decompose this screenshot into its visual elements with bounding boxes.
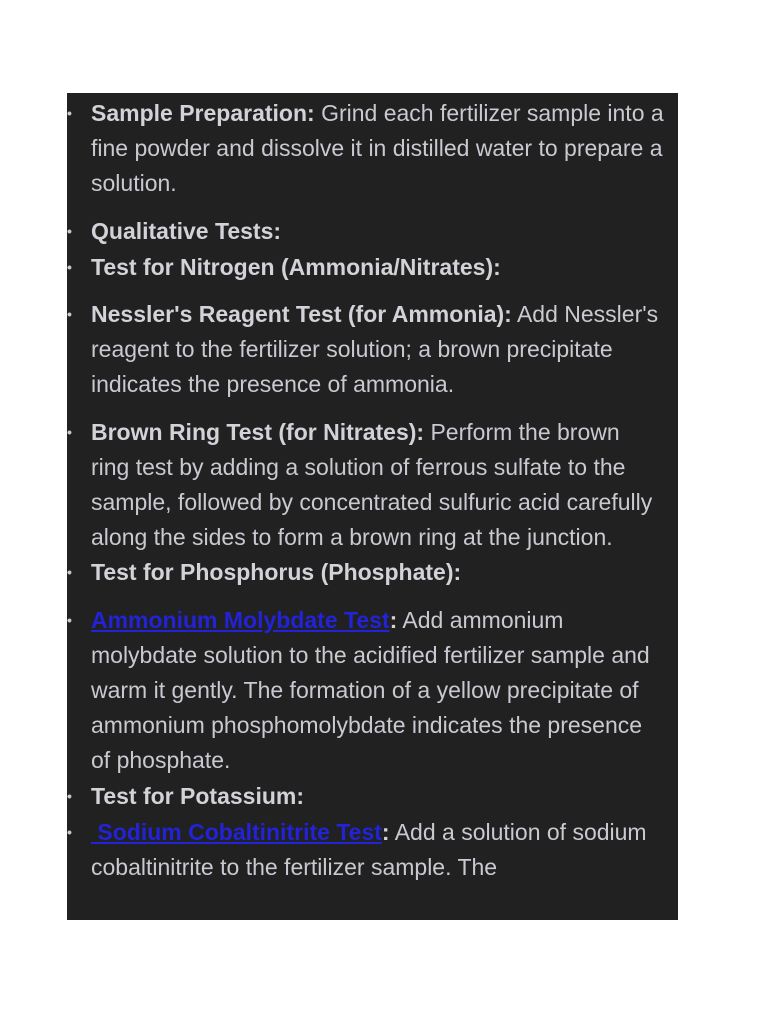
bullet-icon: •	[67, 306, 72, 323]
list-item	[67, 96, 678, 202]
procedure-list	[67, 96, 678, 885]
item-text: Add a solution of sodium cobaltinitrite to the fertilizer sample. The	[91, 818, 647, 881]
list-item	[67, 815, 678, 885]
item-text: Perform the brown ring test by adding a solution of ferrous sulfate to the sample, followed by concentrated sulfuric acid carefully along the sides to form a brown ring at the junction.	[91, 418, 653, 551]
item-heading: Qualitative Tests:	[91, 217, 282, 244]
item-heading: Brown Ring Test (for Nitrates):	[91, 418, 425, 445]
bullet-icon: •	[67, 823, 72, 840]
list-item	[67, 250, 678, 285]
document-panel	[67, 93, 678, 920]
item-heading: :	[381, 818, 390, 845]
sodium-cobaltinitrite-test-link[interactable]: Sodium Cobaltinitrite Test	[91, 818, 382, 845]
list-item	[67, 297, 678, 403]
bullet-icon: •	[67, 787, 72, 804]
item-text: Add ammonium molybdate solution to the acidified fertilizer sample and warm it gently. The formation of a yellow precipitate of ammonium phosphomolybdate indicates the presence of phosphate.	[91, 606, 650, 774]
item-text: Grind each fertilizer sample into a fine powder and dissolve it in distilled water to prepare a solution.	[91, 100, 664, 197]
bullet-icon: •	[67, 611, 72, 628]
list-item	[67, 555, 678, 590]
bullet-icon: •	[67, 564, 72, 581]
list-item	[67, 779, 678, 814]
item-heading: Sample Preparation:	[91, 100, 315, 126]
bullet-icon: •	[67, 423, 72, 440]
bullet-icon: •	[67, 258, 72, 275]
item-heading: Nessler's Reagent Test (for Ammonia):	[91, 301, 512, 328]
item-heading: Test for Nitrogen (Ammonia/Nitrates):	[91, 253, 501, 280]
ammonium-molybdate-test-link[interactable]: Ammonium Molybdate Test	[91, 606, 390, 633]
list-item	[67, 415, 678, 556]
list-item	[67, 214, 678, 249]
list-item	[67, 603, 678, 779]
item-heading: Test for Phosphorus (Phosphate):	[91, 559, 462, 586]
bullet-icon: •	[67, 105, 72, 121]
item-text: Add Nessler's reagent to the fertilizer solution; a brown precipitate indicates the presence of ammonia.	[91, 301, 659, 398]
item-heading: :	[389, 606, 398, 633]
item-heading: Test for Potassium:	[91, 782, 304, 809]
bullet-icon: •	[67, 222, 72, 239]
